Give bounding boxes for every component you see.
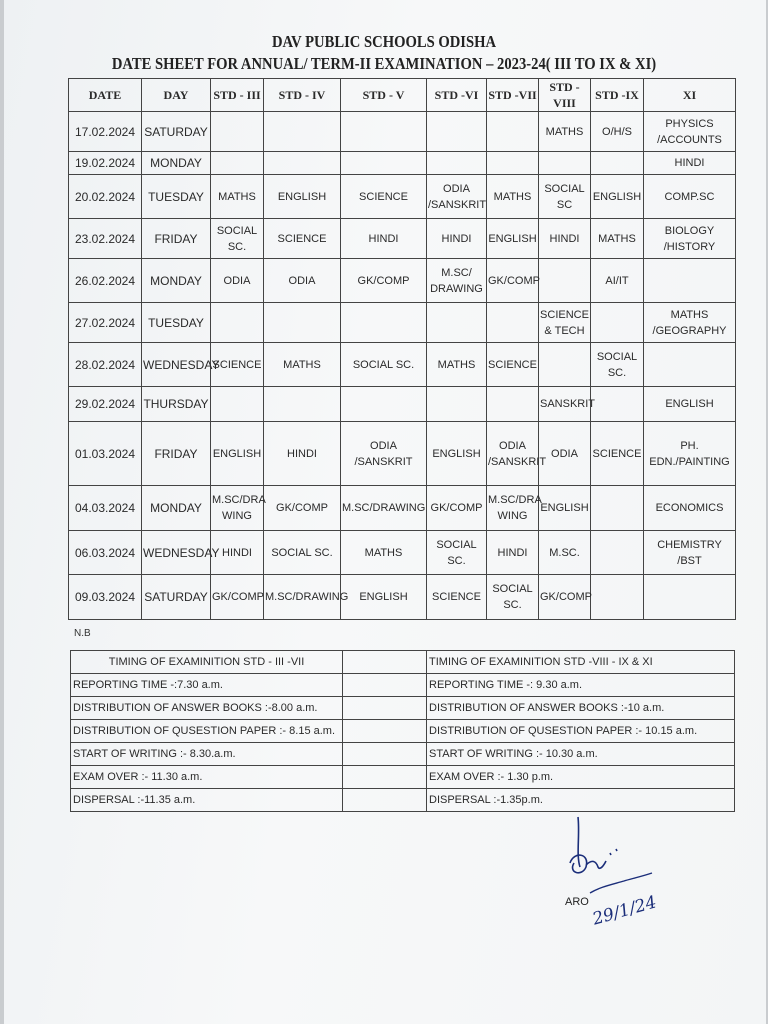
nb-note: N.B [74, 628, 91, 639]
subject-cell: COMP.SC [644, 175, 736, 219]
day-cell: THURSDAY [142, 387, 211, 422]
subject-cell: GK/COMP [264, 486, 341, 531]
subject-cell [591, 575, 644, 620]
timing-left-cell: DISPERSAL :-11.35 a.m. [71, 789, 343, 812]
subject-cell: SCIENCE [487, 343, 539, 387]
subject-cell [591, 303, 644, 343]
timing-left-cell: DISTRIBUTION OF ANSWER BOOKS :-8.00 a.m. [71, 697, 343, 720]
day-cell: TUESDAY [142, 303, 211, 343]
subject-cell [211, 112, 264, 152]
subject-cell: ENGLISH [591, 175, 644, 219]
col-header: XI [644, 79, 736, 112]
subject-cell: ENGLISH [539, 486, 591, 531]
handwritten-signature [560, 815, 670, 930]
subject-cell: SOCIAL SC. [487, 575, 539, 620]
timing-right-title: TIMING OF EXAMINITION STD -VIII - IX & XI [427, 651, 735, 674]
subject-cell [591, 531, 644, 575]
exam-schedule-table [68, 78, 736, 620]
timing-row [71, 789, 735, 812]
timing-left-cell: REPORTING TIME -:7.30 a.m. [71, 674, 343, 697]
timing-row [71, 720, 735, 743]
timing-spacer [343, 766, 427, 789]
subject-cell: ODIA /SANSKRIT [427, 175, 487, 219]
timing-spacer [343, 789, 427, 812]
day-cell: FRIDAY [142, 422, 211, 486]
date-cell: 09.03.2024 [69, 575, 142, 620]
date-cell: 19.02.2024 [69, 152, 142, 175]
subject-cell [539, 152, 591, 175]
subject-cell [427, 112, 487, 152]
subject-cell: SOCIAL SC. [264, 531, 341, 575]
col-header: STD -VI [427, 79, 487, 112]
subject-cell [487, 303, 539, 343]
subject-cell [341, 112, 427, 152]
schedule-row [69, 303, 736, 343]
subject-cell: M.SC/DRAWING [264, 575, 341, 620]
col-header: STD - III [211, 79, 264, 112]
signatory-role: ARO [565, 896, 589, 908]
day-cell: MONDAY [142, 259, 211, 303]
subject-cell [644, 343, 736, 387]
subject-cell: M.SC/DRA WING [487, 486, 539, 531]
col-header: STD - IV [264, 79, 341, 112]
schedule-row [69, 175, 736, 219]
subject-cell: SOCIAL SC [539, 175, 591, 219]
schedule-row [69, 219, 736, 259]
subject-cell [591, 152, 644, 175]
schedule-row [69, 152, 736, 175]
subject-cell: MATHS [211, 175, 264, 219]
subject-cell: SOCIAL SC. [211, 219, 264, 259]
col-header: STD -VII [487, 79, 539, 112]
subject-cell: MATHS /GEOGRAPHY [644, 303, 736, 343]
timing-row [71, 697, 735, 720]
timing-table [70, 650, 735, 812]
subject-cell: AI/IT [591, 259, 644, 303]
timing-left-cell: START OF WRITING :- 8.30.a.m. [71, 743, 343, 766]
date-cell: 26.02.2024 [69, 259, 142, 303]
date-cell: 20.02.2024 [69, 175, 142, 219]
schedule-row [69, 575, 736, 620]
document-title: DAV PUBLIC SCHOOLS ODISHA [271, 32, 497, 51]
subject-cell: SCIENCE [427, 575, 487, 620]
timing-right-cell: EXAM OVER :- 1.30 p.m. [427, 766, 735, 789]
timing-spacer [343, 720, 427, 743]
subject-cell [264, 387, 341, 422]
document-subtitle: DATE SHEET FOR ANNUAL/ TERM-II EXAMINATION – 2023-24( III TO IX & XI) [111, 54, 657, 73]
day-cell: SATURDAY [142, 575, 211, 620]
timing-row [71, 766, 735, 789]
subject-cell [341, 152, 427, 175]
timing-right-cell: START OF WRITING :- 10.30 a.m. [427, 743, 735, 766]
subject-cell: MATHS [591, 219, 644, 259]
subject-cell: GK/COMP [427, 486, 487, 531]
timing-spacer [343, 697, 427, 720]
subject-cell: SOCIAL SC. [591, 343, 644, 387]
date-cell: 04.03.2024 [69, 486, 142, 531]
subject-cell: HINDI [264, 422, 341, 486]
subject-cell: SCIENCE [341, 175, 427, 219]
timing-spacer [343, 743, 427, 766]
col-header: DAY [142, 79, 211, 112]
subject-cell: CHEMISTRY /BST [644, 531, 736, 575]
subject-cell: SANSKRIT [539, 387, 591, 422]
timing-spacer [343, 651, 427, 674]
timing-left-title: TIMING OF EXAMINITION STD - III -VII [71, 651, 343, 674]
subject-cell: GK/COMP [539, 575, 591, 620]
timing-right-cell: REPORTING TIME -: 9.30 a.m. [427, 674, 735, 697]
day-cell: WEDNESDAY [142, 343, 211, 387]
subject-cell [211, 152, 264, 175]
timing-row [71, 743, 735, 766]
day-cell: MONDAY [142, 486, 211, 531]
subject-cell: SCIENCE & TECH [539, 303, 591, 343]
date-cell: 06.03.2024 [69, 531, 142, 575]
subject-cell: GK/COMP [211, 575, 264, 620]
day-cell: TUESDAY [142, 175, 211, 219]
subject-cell: ODIA [264, 259, 341, 303]
subject-cell: GK/COMP [341, 259, 427, 303]
subject-cell: GK/COMP [487, 259, 539, 303]
signature-date: 29/1/24 [590, 892, 659, 930]
subject-cell: ODIA [211, 259, 264, 303]
subject-cell: PHYSICS /ACCOUNTS [644, 112, 736, 152]
subject-cell: HINDI [539, 219, 591, 259]
subject-cell: HINDI [211, 531, 264, 575]
subject-cell: M.SC/ DRAWING [427, 259, 487, 303]
timing-left-cell: DISTRIBUTION OF QUSESTION PAPER :- 8.15 a.m. [71, 720, 343, 743]
subject-cell [264, 152, 341, 175]
subject-cell [644, 259, 736, 303]
subject-cell: SCIENCE [591, 422, 644, 486]
schedule-row [69, 112, 736, 152]
col-header: STD - V [341, 79, 427, 112]
subject-cell [427, 303, 487, 343]
subject-cell [591, 387, 644, 422]
subject-cell [487, 387, 539, 422]
schedule-row [69, 486, 736, 531]
schedule-header-row [69, 79, 736, 112]
timing-right-cell: DISTRIBUTION OF ANSWER BOOKS :-10 a.m. [427, 697, 735, 720]
subject-cell [487, 152, 539, 175]
subject-cell: PH. EDN./PAINTING [644, 422, 736, 486]
date-cell: 27.02.2024 [69, 303, 142, 343]
subject-cell [487, 112, 539, 152]
subject-cell: MATHS [264, 343, 341, 387]
subject-cell: SCIENCE [264, 219, 341, 259]
subject-cell: MATHS [341, 531, 427, 575]
schedule-row [69, 422, 736, 486]
subject-cell: ECONOMICS [644, 486, 736, 531]
day-cell: SATURDAY [142, 112, 211, 152]
timing-header-row [71, 651, 735, 674]
col-header: STD -VIII [539, 79, 591, 112]
subject-cell: O/H/S [591, 112, 644, 152]
subject-cell: ODIA /SANSKRIT [341, 422, 427, 486]
subject-cell: SCIENCE [211, 343, 264, 387]
subject-cell: HINDI [341, 219, 427, 259]
subject-cell: ENGLISH [427, 422, 487, 486]
subject-cell [211, 387, 264, 422]
date-cell: 23.02.2024 [69, 219, 142, 259]
date-cell: 28.02.2024 [69, 343, 142, 387]
subject-cell: MATHS [539, 112, 591, 152]
subject-cell: M.SC/DRA WING [211, 486, 264, 531]
schedule-row [69, 531, 736, 575]
subject-cell: ODIA [539, 422, 591, 486]
subject-cell: SOCIAL SC. [341, 343, 427, 387]
subject-cell: SOCIAL SC. [427, 531, 487, 575]
subject-cell [341, 387, 427, 422]
subject-cell: HINDI [487, 531, 539, 575]
timing-left-cell: EXAM OVER :- 11.30 a.m. [71, 766, 343, 789]
subject-cell: MATHS [487, 175, 539, 219]
col-header: DATE [69, 79, 142, 112]
subject-cell: BIOLOGY /HISTORY [644, 219, 736, 259]
subject-cell: ODIA /SANSKRIT [487, 422, 539, 486]
subject-cell [644, 575, 736, 620]
subject-cell: M.SC. [539, 531, 591, 575]
subject-cell [427, 152, 487, 175]
date-cell: 01.03.2024 [69, 422, 142, 486]
date-cell: 17.02.2024 [69, 112, 142, 152]
subject-cell [341, 303, 427, 343]
subject-cell [591, 486, 644, 531]
subject-cell: HINDI [427, 219, 487, 259]
subject-cell: ENGLISH [487, 219, 539, 259]
subject-cell: ENGLISH [644, 387, 736, 422]
subject-cell [539, 343, 591, 387]
day-cell: WEDNESDAY [142, 531, 211, 575]
subject-cell: ENGLISH [211, 422, 264, 486]
timing-row [71, 674, 735, 697]
schedule-row [69, 343, 736, 387]
col-header: STD -IX [591, 79, 644, 112]
timing-spacer [343, 674, 427, 697]
date-cell: 29.02.2024 [69, 387, 142, 422]
subject-cell [211, 303, 264, 343]
timing-right-cell: DISPERSAL :-1.35p.m. [427, 789, 735, 812]
schedule-row [69, 259, 736, 303]
subject-cell [264, 112, 341, 152]
subject-cell: HINDI [644, 152, 736, 175]
subject-cell [427, 387, 487, 422]
subject-cell: M.SC/DRAWING [341, 486, 427, 531]
day-cell: MONDAY [142, 152, 211, 175]
schedule-row [69, 387, 736, 422]
subject-cell [264, 303, 341, 343]
subject-cell: ENGLISH [341, 575, 427, 620]
subject-cell [539, 259, 591, 303]
subject-cell: ENGLISH [264, 175, 341, 219]
subject-cell: MATHS [427, 343, 487, 387]
timing-right-cell: DISTRIBUTION OF QUSESTION PAPER :- 10.15 a.m. [427, 720, 735, 743]
day-cell: FRIDAY [142, 219, 211, 259]
